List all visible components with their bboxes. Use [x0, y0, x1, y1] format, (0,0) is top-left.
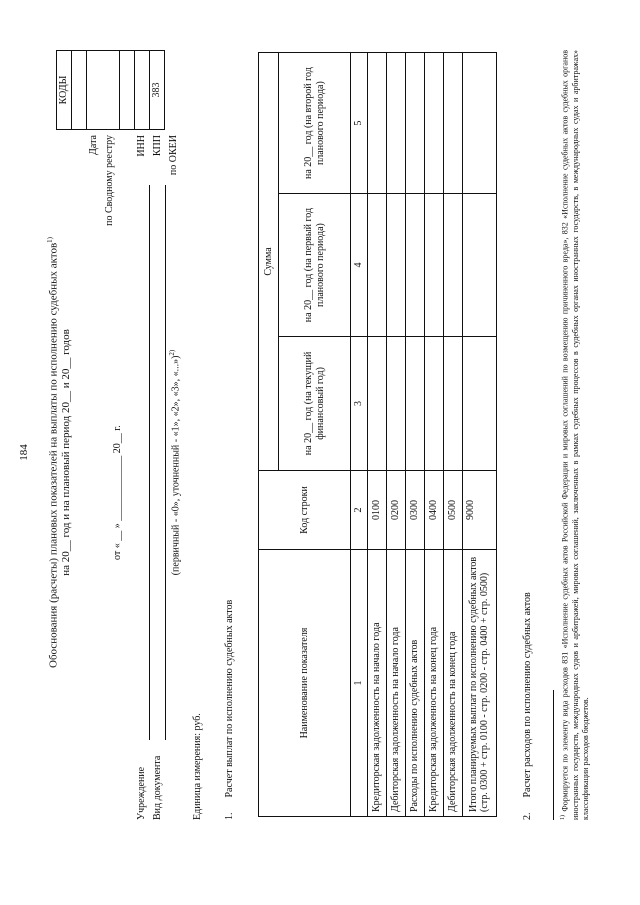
codes-header: КОДЫ: [57, 51, 72, 130]
col-num-2: 2: [351, 471, 368, 550]
codes-value-kpp[interactable]: [135, 51, 150, 130]
header-year1: на 20__ год (на текущий финансовый год): [279, 336, 351, 470]
footnote-sup: 1): [560, 815, 566, 820]
header-name: Наименование показателя: [259, 550, 351, 817]
row-code: 0200: [386, 471, 405, 550]
date-line: от « __ » _____________ 20__ г.: [112, 425, 123, 560]
footnote: [560, 50, 592, 820]
col-num-4: 4: [351, 194, 368, 337]
cell-year2[interactable]: [405, 194, 424, 337]
table-row: [405, 53, 424, 817]
codes-value-okei: 383: [150, 51, 165, 130]
codes-value-date[interactable]: [72, 51, 87, 130]
page-title: [46, 0, 60, 905]
table-row: [443, 53, 462, 817]
row-code: 0500: [443, 471, 462, 550]
codes-label-inn: ИНН: [136, 135, 147, 157]
institution-field[interactable]: [149, 185, 150, 740]
table-row: [424, 53, 443, 817]
title-footnote-ref: 1): [46, 237, 54, 243]
footnote-text: Формируется по элементу вида расходов 831 «Исполнение судебных актов Российской Федерации и мировых соглашений по возмещению причиненного вреда», 832 «Исполнение судебных актов судебных органов иностранных государств, международных судов и арбитражей, мировых соглашений, заключенных в рамках судебных процессов в судебных органах иностранных государств, в международных судах и арбитражах» классификации расходов бюджетов.: [560, 49, 591, 820]
cell-year3[interactable]: [462, 53, 496, 194]
header-year3: на 20__ год (на второй год планового периода): [279, 53, 351, 194]
table-row-total: [462, 53, 496, 817]
codes-label-registry: по Сводному реестру: [104, 135, 115, 226]
header-sum: Сумма: [259, 53, 279, 471]
row-name: Дебиторская задолженность на начало года: [386, 550, 405, 817]
table-row: [386, 53, 405, 817]
row-code-total: 9000: [462, 471, 496, 550]
codes-label-okei: по ОКЕИ: [168, 135, 179, 176]
cell-year2[interactable]: [424, 194, 443, 337]
section2-num: 2.: [522, 812, 533, 820]
codes-label-date: Дата: [88, 135, 99, 155]
cell-year1[interactable]: [462, 336, 496, 470]
codes-value-registry[interactable]: [87, 51, 120, 130]
section1-title: Расчет выплат по исполнению судебных актов: [224, 599, 235, 798]
doc-type-label: Вид документа: [152, 755, 163, 820]
header-year2: на 20__ год (на первый год планового периода): [279, 194, 351, 337]
cell-year3[interactable]: [386, 53, 405, 194]
title-line1: Обоснования (расчеты) плановых показателей на выплаты по исполнению судебных актов: [47, 242, 60, 668]
col-num-3: 3: [351, 336, 368, 470]
row-name: Кредиторская задолженность на начало года: [367, 550, 386, 817]
footnote-separator: [553, 690, 554, 820]
cell-year3[interactable]: [367, 53, 386, 194]
section2-title: Расчет расходов по исполнению судебных актов: [522, 592, 533, 798]
section1-heading: [224, 600, 236, 820]
row-code: 0300: [405, 471, 424, 550]
row-code: 0400: [424, 471, 443, 550]
doc-type-hint: [168, 185, 182, 740]
codes-value-inn[interactable]: [120, 51, 135, 130]
col-num-1: 1: [351, 550, 368, 817]
section2-heading: [522, 592, 534, 820]
doc-type-hint-text: (первичный - «0», уточненный - «1», «2», «3», «...»): [170, 355, 182, 576]
cell-year2[interactable]: [462, 194, 496, 337]
title-period: на 20__ год и на плановый период 20__ и 20__ годов: [60, 329, 72, 576]
cell-year1[interactable]: [386, 336, 405, 470]
row-name-total: Итого планируемых выплат по исполнению судебных актов (стр. 0300 + стр. 0100 - стр. 0200 - стр. 0400 + стр. 0500): [462, 550, 496, 817]
page-number: 184: [18, 444, 30, 461]
row-code: 0100: [367, 471, 386, 550]
institution-label: Учреждение: [136, 766, 147, 820]
header-code: Код строки: [259, 471, 351, 550]
payments-table: [258, 52, 497, 817]
table-row: [367, 53, 386, 817]
codes-label-kpp: КПП: [152, 135, 163, 157]
cell-year3[interactable]: [405, 53, 424, 194]
doc-type-field[interactable]: [165, 185, 166, 740]
cell-year2[interactable]: [386, 194, 405, 337]
col-num-5: 5: [351, 53, 368, 194]
unit-line: Единица измерения: руб.: [192, 713, 203, 820]
cell-year3[interactable]: [424, 53, 443, 194]
cell-year1[interactable]: [405, 336, 424, 470]
row-name: Дебиторская задолженность на конец года: [443, 550, 462, 817]
section1-num: 1.: [224, 812, 235, 820]
cell-year1[interactable]: [443, 336, 462, 470]
row-name: Кредиторская задолженность на конец года: [424, 550, 443, 817]
cell-year2[interactable]: [367, 194, 386, 337]
cell-year1[interactable]: [424, 336, 443, 470]
cell-year2[interactable]: [443, 194, 462, 337]
row-name: Расходы по исполнению судебных актов: [405, 550, 424, 817]
doc-type-hint-sup: 2): [168, 349, 176, 356]
cell-year1[interactable]: [367, 336, 386, 470]
codes-box: [56, 50, 165, 130]
cell-year3[interactable]: [443, 53, 462, 194]
